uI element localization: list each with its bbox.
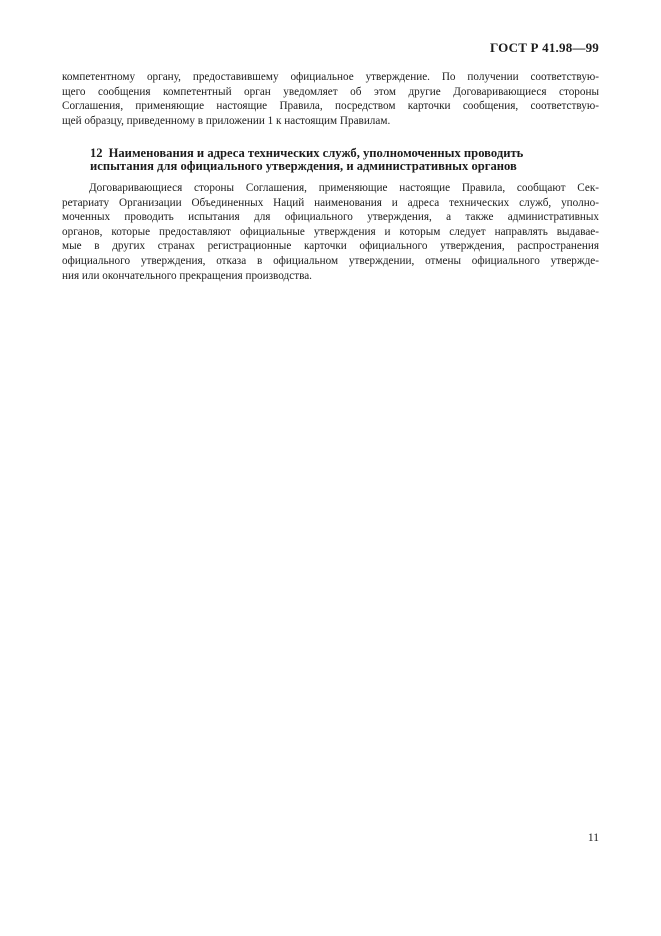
section-body-paragraph xyxy=(62,181,599,283)
paragraph-line: мые в других странах регистрационные карточки официального утверждения, распространения xyxy=(62,240,599,253)
section-heading xyxy=(62,147,599,173)
section-heading-line: испытания для официального утверждения, и административных органов xyxy=(90,159,517,173)
paragraph-line: Соглашения, применяющие настоящие Правила, посредством карточки сообщения, соответствую- xyxy=(62,100,599,113)
paragraph-line: компетентному органу, предоставившему официальное утверждение. По получении соответствую- xyxy=(62,71,599,83)
paragraph-line: ния или окончательного прекращения производства. xyxy=(62,269,312,282)
paragraph-line: официального утверждения, отказа в официальном утверждении, отмены официального утвержде- xyxy=(62,254,599,267)
paragraph-line: щего сообщения компетентный орган уведомляет об этом другие Договаривающиеся стороны xyxy=(62,85,599,98)
paragraph-line: ретариату Организации Объединенных Наций наименования и адреса технических служб, уполно- xyxy=(62,196,599,209)
paragraph-line: щей образцу, приведенному в приложении 1 к настоящим Правилам. xyxy=(62,114,391,127)
section-number: 12 xyxy=(90,146,103,160)
page-number: 11 xyxy=(587,832,599,844)
paragraph-line: органов, которые предоставляют официальные утверждения и которым следует направлять выдавае- xyxy=(62,225,599,238)
section-title-text: Наименования и адреса технических служб, уполномоченных проводить xyxy=(108,146,524,160)
paragraph-line: моченных проводить испытания для официального утверждения, а также административных xyxy=(62,211,599,224)
intro-paragraph xyxy=(62,70,599,128)
paragraph-line: Договаривающиеся стороны Соглашения, применяющие настоящие Правила, сообщают Сек- xyxy=(89,182,599,194)
document-code-header: ГОСТ Р 41.98—99 xyxy=(490,40,599,55)
